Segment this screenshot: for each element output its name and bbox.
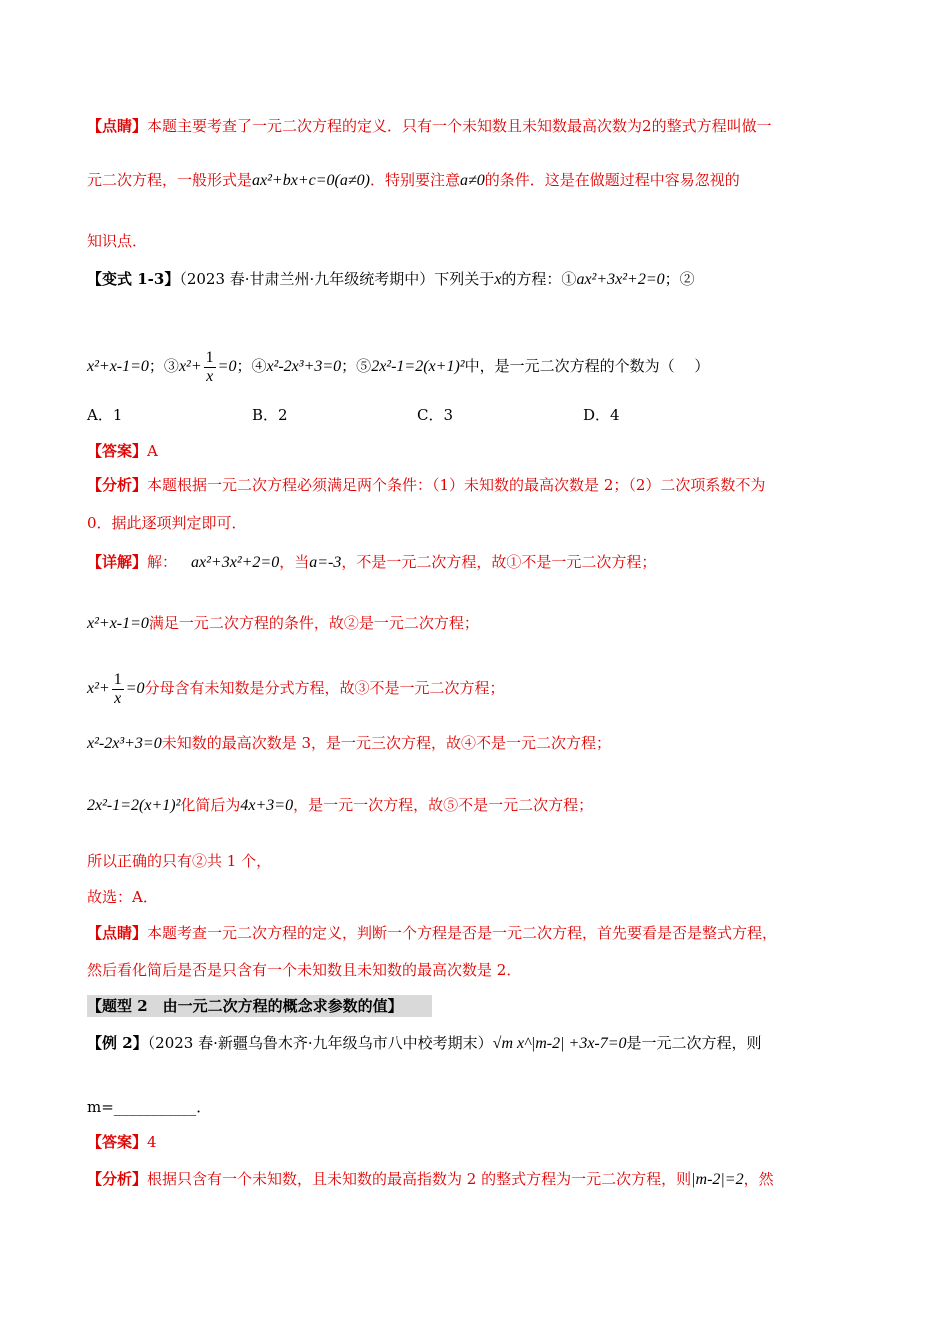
point-tag: 【点睛】 <box>87 117 148 135</box>
variant-tag: 【变式 1-3】 <box>87 270 180 288</box>
option-a: A．1 <box>87 406 123 424</box>
analysis-2: 【分析】根据只含有一个未知数，且未知数的最高指数为 2 的整式方程为一元二次方程，则|m-2|=2，然 <box>87 1170 774 1188</box>
analysis-1: 【分析】本题根据一元二次方程必须满足两个条件：（1）未知数的最高次数是 2；（2）二次项系数不为 <box>87 476 766 494</box>
detail-1-line3: x²+ $\frac{1}{x}$ =0分母含有未知数是分式方程，故③不是一元二次方程； <box>87 670 505 707</box>
detail-1-line2: x²+x-1=0满足一元二次方程的条件，故②是一元二次方程； <box>87 614 479 632</box>
answer-1: 【答案】A <box>87 442 158 460</box>
point-paragraph-1-line3: 知识点． <box>87 232 148 250</box>
detail-1-choice: 故选：A． <box>87 888 158 906</box>
equation-5: 2x²-1=2(x+1)² <box>371 358 465 375</box>
detail-1-line5: 2x²-1=2(x+1)²化简后为4x+3=0，是一元一次方程，故⑤不是一元二次方程； <box>87 796 594 814</box>
option-d: D．4 <box>583 406 620 424</box>
equation-3: x²+ $\frac{1}{x}$ =0 <box>178 348 237 385</box>
condition-formula: a≠0 <box>459 172 485 189</box>
answer-2: 【答案】4 <box>87 1133 157 1151</box>
detail-1-line1: 【详解】解： ax²+3x²+2=0，当a=-3，不是一元二次方程，故①不是一元二次方程； <box>87 553 657 571</box>
equation-4: x²-2x³+3=0 <box>266 358 342 375</box>
detail-1-line4: x²-2x³+3=0未知数的最高次数是 3，是一元三次方程，故④不是一元二次方程； <box>87 734 612 752</box>
equation-2: x²+x-1=0 <box>87 358 149 375</box>
general-form-formula: ax²+bx+c=0(a≠0) <box>252 172 370 189</box>
variant-equations: x²+x-1=0；③x²+ $\frac{1}{x}$ =0；④x²-2x³+3=0；⑤2x²-1=2(x+1)²中，是一元二次方程的个数为（ ） <box>87 348 710 385</box>
point-paragraph-1: 【点睛】本题主要考查了一元二次方程的定义．只有一个未知数且未知数最高次数为2的整式方程叫做一 <box>87 117 772 135</box>
variant-question: 【变式 1-3】（2023 春·甘肃兰州·九年级统考期中）下列关于x的方程：①ax²+3x²+2=0；② <box>87 270 695 288</box>
example-2: 【例 2】（2023 春·新疆乌鲁木齐·九年级乌市八中校考期末）√m x^|m-2| +3x-7=0是一元二次方程，则 <box>87 1034 762 1052</box>
example-2-equation: √m x^|m-2| +3x-7=0 <box>492 1035 627 1052</box>
detail-1-conclusion: 所以正确的只有②共 1 个， <box>87 852 272 870</box>
example-2-blank: m=___________． <box>87 1098 212 1116</box>
point-paragraph-1-line2: 元二次方程，一般形式是ax²+bx+c=0(a≠0)．特别要注意a≠0的条件．这是在做题过程中容易忽视的 <box>87 171 740 189</box>
type-2-heading: 【题型 2 由一元二次方程的概念求参数的值】 <box>87 997 403 1015</box>
option-b: B．2 <box>252 406 288 424</box>
equation-1: ax²+3x²+2=0 <box>576 271 665 288</box>
point-paragraph-2: 【点睛】本题考查一元二次方程的定义，判断一个方程是否是一元二次方程，首先要看是否是整式方程， <box>87 924 778 942</box>
analysis-1-line2: 0．据此逐项判定即可． <box>87 514 247 532</box>
option-c: C．3 <box>417 406 454 424</box>
point-paragraph-2-line2: 然后看化简后是否是只含有一个未知数且未知数的最高次数是 2． <box>87 961 522 979</box>
